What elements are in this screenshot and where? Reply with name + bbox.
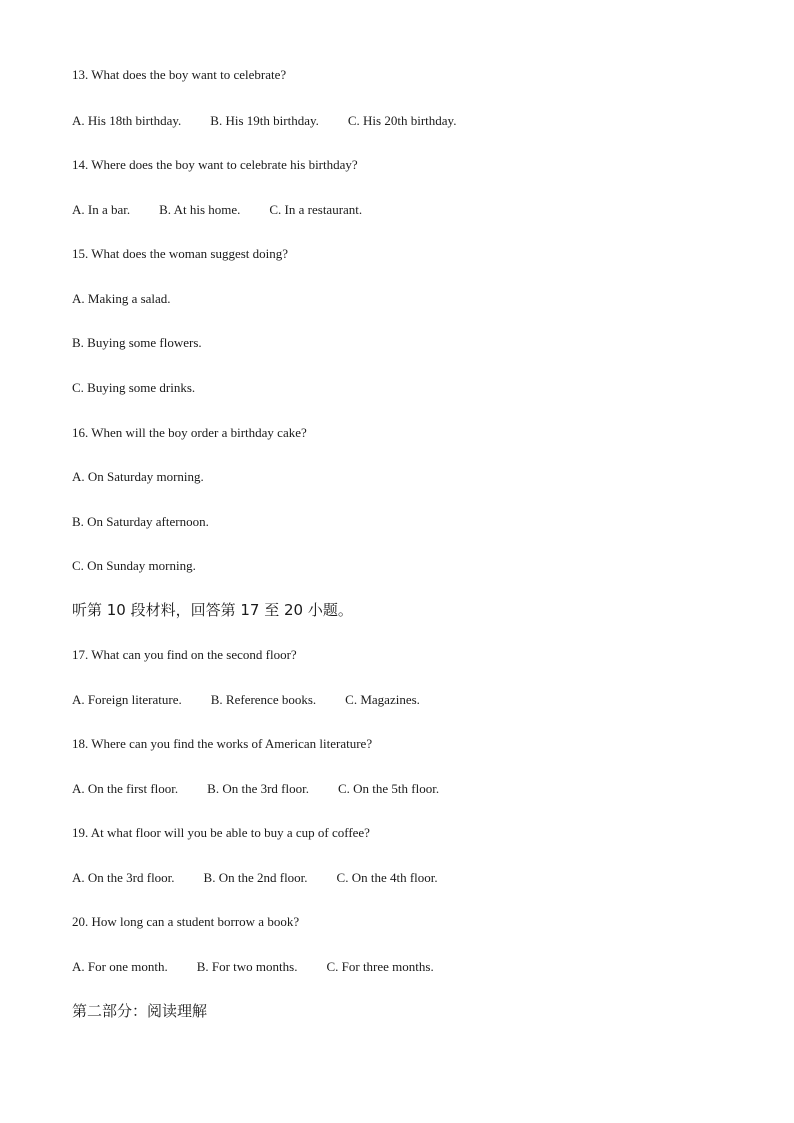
option-a: A. Foreign literature. bbox=[72, 692, 182, 707]
option-b: B. On the 3rd floor. bbox=[207, 781, 309, 796]
question-13-options bbox=[72, 112, 456, 130]
question-16-option-c: C. On Sunday morning. bbox=[72, 558, 196, 573]
option-a: A. For one month. bbox=[72, 959, 168, 974]
option-b: B. His 19th birthday. bbox=[210, 113, 319, 128]
option-c: C. On the 5th floor. bbox=[337, 781, 440, 796]
question-14-options bbox=[72, 201, 362, 219]
question-14: 14. Where does the boy want to celebrate his birthday? bbox=[72, 157, 358, 172]
option-a: A. In a bar. bbox=[72, 202, 131, 217]
option-b: B. For two months. bbox=[196, 959, 298, 974]
question-16: 16. When will the boy order a birthday cake? bbox=[72, 425, 307, 440]
question-15: 15. What does the woman suggest doing? bbox=[72, 246, 289, 261]
option-a: A. His 18th birthday. bbox=[72, 113, 182, 128]
question-17: 17. What can you find on the second floor? bbox=[72, 647, 297, 662]
question-15-option-c: C. Buying some drinks. bbox=[72, 380, 196, 395]
section-heading-10: 听第 10 段材料，回答第 17 至 20 小题。 bbox=[72, 601, 353, 619]
option-b: B. Reference books. bbox=[210, 692, 317, 707]
option-c: C. On the 4th floor. bbox=[336, 870, 438, 885]
option-a: A. On the first floor. bbox=[72, 781, 179, 796]
question-17-options bbox=[72, 691, 420, 709]
question-15-option-b: B. Buying some flowers. bbox=[72, 335, 202, 350]
question-13: 13. What does the boy want to celebrate? bbox=[72, 67, 287, 82]
question-16-option-a: A. On Saturday morning. bbox=[72, 469, 204, 484]
option-c: C. Magazines. bbox=[345, 692, 420, 707]
part-two-heading: 第二部分：阅读理解 bbox=[72, 1002, 208, 1020]
question-19-options bbox=[72, 869, 438, 887]
question-20: 20. How long can a student borrow a book? bbox=[72, 914, 300, 929]
question-19: 19. At what floor will you be able to buy a cup of coffee? bbox=[72, 825, 370, 840]
option-b: B. At his home. bbox=[159, 202, 241, 217]
question-18: 18. Where can you find the works of American literature? bbox=[72, 736, 373, 751]
option-c: C. In a restaurant. bbox=[269, 202, 363, 217]
question-20-options bbox=[72, 958, 434, 976]
question-18-options bbox=[72, 780, 439, 798]
question-15-option-a: A. Making a salad. bbox=[72, 291, 171, 306]
option-b: B. On the 2nd floor. bbox=[203, 870, 308, 885]
question-16-option-b: B. On Saturday afternoon. bbox=[72, 514, 209, 529]
option-c: C. For three months. bbox=[326, 959, 434, 974]
option-a: A. On the 3rd floor. bbox=[72, 870, 175, 885]
option-c: C. His 20th birthday. bbox=[347, 113, 457, 128]
